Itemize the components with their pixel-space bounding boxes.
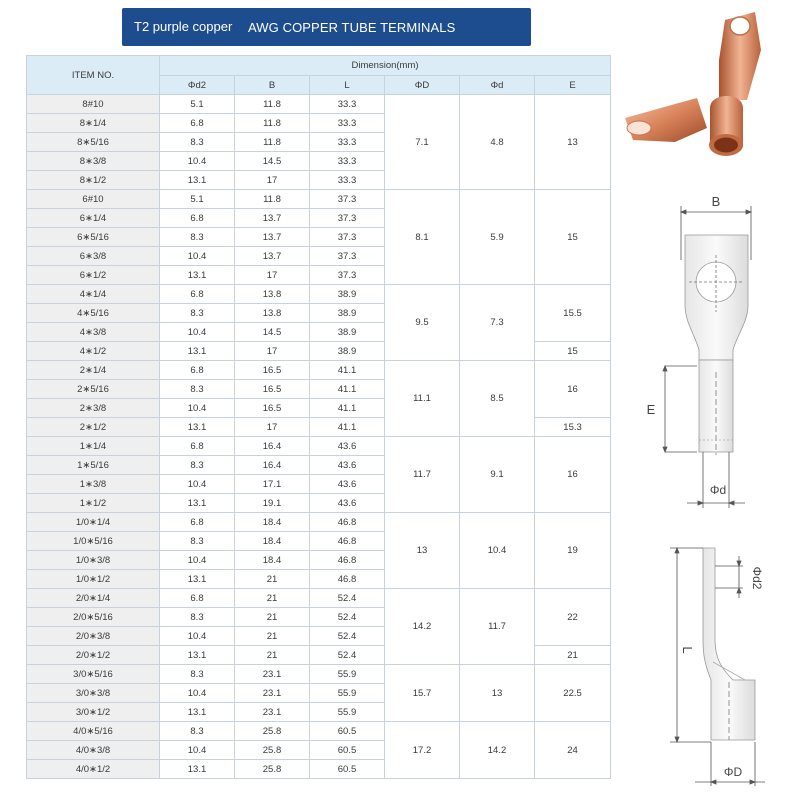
l-cell: 52.4 bbox=[310, 646, 385, 665]
col-header-inner-d: Φd bbox=[460, 76, 535, 95]
e-cell: 21 bbox=[535, 646, 611, 665]
l-cell: 46.8 bbox=[310, 532, 385, 551]
d2-cell: 8.3 bbox=[160, 722, 235, 741]
item-no-cell: 8∗3/8 bbox=[27, 152, 160, 171]
item-no-cell: 2/0∗3/8 bbox=[27, 627, 160, 646]
e-cell: 13 bbox=[535, 95, 611, 190]
d2-cell: 13.1 bbox=[160, 570, 235, 589]
b-cell: 13.7 bbox=[235, 228, 310, 247]
item-no-cell: 4/0∗1/2 bbox=[27, 760, 160, 779]
b-cell: 11.8 bbox=[235, 133, 310, 152]
item-no-cell: 2/0∗1/2 bbox=[27, 646, 160, 665]
item-no-cell: 1∗3/8 bbox=[27, 475, 160, 494]
col-header-l: L bbox=[310, 76, 385, 95]
b-cell: 16.4 bbox=[235, 456, 310, 475]
item-no-cell: 2∗1/2 bbox=[27, 418, 160, 437]
b-cell: 18.4 bbox=[235, 513, 310, 532]
l-cell: 52.4 bbox=[310, 608, 385, 627]
d2-cell: 8.3 bbox=[160, 228, 235, 247]
table-row bbox=[27, 513, 611, 532]
e-cell: 16 bbox=[535, 361, 611, 418]
outer-d-cell: 8.1 bbox=[385, 190, 460, 285]
title-banner bbox=[122, 8, 531, 46]
label-outer-d: ΦD bbox=[723, 765, 743, 779]
l-cell: 52.4 bbox=[310, 589, 385, 608]
l-cell: 41.1 bbox=[310, 418, 385, 437]
d2-cell: 13.1 bbox=[160, 418, 235, 437]
inner-d-cell: 8.5 bbox=[460, 361, 535, 437]
d2-cell: 10.4 bbox=[160, 551, 235, 570]
table-row bbox=[27, 285, 611, 304]
d2-cell: 10.4 bbox=[160, 475, 235, 494]
item-no-cell: 8∗1/2 bbox=[27, 171, 160, 190]
item-no-cell: 2/0∗1/4 bbox=[27, 589, 160, 608]
l-cell: 33.3 bbox=[310, 114, 385, 133]
d2-cell: 5.1 bbox=[160, 190, 235, 209]
e-cell: 15.3 bbox=[535, 418, 611, 437]
b-cell: 16.5 bbox=[235, 361, 310, 380]
item-no-cell: 4/0∗5/16 bbox=[27, 722, 160, 741]
b-cell: 21 bbox=[235, 627, 310, 646]
col-header-b: B bbox=[235, 76, 310, 95]
l-cell: 43.6 bbox=[310, 494, 385, 513]
d2-cell: 6.8 bbox=[160, 513, 235, 532]
item-no-cell: 3/0∗1/2 bbox=[27, 703, 160, 722]
table-row bbox=[27, 95, 611, 114]
col-header-outer-d: ΦD bbox=[385, 76, 460, 95]
inner-d-cell: 4.8 bbox=[460, 95, 535, 190]
l-cell: 46.8 bbox=[310, 551, 385, 570]
item-no-cell: 6∗3/8 bbox=[27, 247, 160, 266]
l-cell: 38.9 bbox=[310, 304, 385, 323]
l-cell: 33.3 bbox=[310, 152, 385, 171]
item-no-cell: 4/0∗3/8 bbox=[27, 741, 160, 760]
d2-cell: 10.4 bbox=[160, 684, 235, 703]
item-no-cell: 6∗5/16 bbox=[27, 228, 160, 247]
e-cell: 24 bbox=[535, 722, 611, 779]
b-cell: 25.8 bbox=[235, 722, 310, 741]
item-no-header: ITEM NO. bbox=[27, 56, 160, 95]
d2-cell: 8.3 bbox=[160, 133, 235, 152]
b-cell: 17 bbox=[235, 342, 310, 361]
table-row bbox=[27, 665, 611, 684]
l-cell: 43.6 bbox=[310, 437, 385, 456]
b-cell: 25.8 bbox=[235, 741, 310, 760]
b-cell: 11.8 bbox=[235, 114, 310, 133]
outer-d-cell: 11.7 bbox=[385, 437, 460, 513]
item-no-cell: 1∗1/4 bbox=[27, 437, 160, 456]
item-no-cell: 6∗1/4 bbox=[27, 209, 160, 228]
l-cell: 38.9 bbox=[310, 323, 385, 342]
l-cell: 37.3 bbox=[310, 247, 385, 266]
l-cell: 46.8 bbox=[310, 513, 385, 532]
l-cell: 37.3 bbox=[310, 209, 385, 228]
table-row bbox=[27, 361, 611, 380]
l-cell: 46.8 bbox=[310, 570, 385, 589]
d2-cell: 13.1 bbox=[160, 171, 235, 190]
d2-cell: 8.3 bbox=[160, 456, 235, 475]
outer-d-cell: 7.1 bbox=[385, 95, 460, 190]
d2-cell: 8.3 bbox=[160, 304, 235, 323]
table-body bbox=[27, 95, 611, 779]
item-no-cell: 1/0∗5/16 bbox=[27, 532, 160, 551]
d2-cell: 13.1 bbox=[160, 494, 235, 513]
d2-cell: 6.8 bbox=[160, 114, 235, 133]
inner-d-cell: 5.9 bbox=[460, 190, 535, 285]
b-cell: 16.4 bbox=[235, 437, 310, 456]
e-cell: 19 bbox=[535, 513, 611, 589]
l-cell: 43.6 bbox=[310, 475, 385, 494]
item-no-cell: 1/0∗1/2 bbox=[27, 570, 160, 589]
dimension-table bbox=[26, 55, 611, 779]
outer-d-cell: 13 bbox=[385, 513, 460, 589]
l-cell: 37.3 bbox=[310, 190, 385, 209]
l-cell: 43.6 bbox=[310, 456, 385, 475]
table-row bbox=[27, 437, 611, 456]
item-no-cell: 4∗1/4 bbox=[27, 285, 160, 304]
l-cell: 55.9 bbox=[310, 665, 385, 684]
item-no-cell: 2∗5/16 bbox=[27, 380, 160, 399]
b-cell: 13.7 bbox=[235, 209, 310, 228]
outer-d-cell: 17.2 bbox=[385, 722, 460, 779]
e-cell: 15.5 bbox=[535, 285, 611, 342]
e-cell: 15 bbox=[535, 342, 611, 361]
b-cell: 13.8 bbox=[235, 285, 310, 304]
e-cell: 22.5 bbox=[535, 665, 611, 722]
d2-cell: 6.8 bbox=[160, 361, 235, 380]
item-no-cell: 8∗5/16 bbox=[27, 133, 160, 152]
b-cell: 21 bbox=[235, 646, 310, 665]
d2-cell: 8.3 bbox=[160, 380, 235, 399]
d2-cell: 8.3 bbox=[160, 532, 235, 551]
d2-cell: 10.4 bbox=[160, 152, 235, 171]
dimension-header: Dimension(mm) bbox=[160, 56, 611, 76]
e-cell: 22 bbox=[535, 589, 611, 646]
b-cell: 11.8 bbox=[235, 190, 310, 209]
item-no-cell: 2/0∗5/16 bbox=[27, 608, 160, 627]
b-cell: 13.8 bbox=[235, 304, 310, 323]
item-no-cell: 4∗5/16 bbox=[27, 304, 160, 323]
b-cell: 23.1 bbox=[235, 665, 310, 684]
inner-d-cell: 10.4 bbox=[460, 513, 535, 589]
l-cell: 38.9 bbox=[310, 285, 385, 304]
col-header-e: E bbox=[535, 76, 611, 95]
item-no-cell: 3/0∗3/8 bbox=[27, 684, 160, 703]
d2-cell: 13.1 bbox=[160, 342, 235, 361]
table-row bbox=[27, 722, 611, 741]
e-cell: 15 bbox=[535, 190, 611, 285]
d2-cell: 6.8 bbox=[160, 285, 235, 304]
l-cell: 55.9 bbox=[310, 703, 385, 722]
d2-cell: 8.3 bbox=[160, 665, 235, 684]
outer-d-cell: 11.1 bbox=[385, 361, 460, 437]
l-cell: 52.4 bbox=[310, 627, 385, 646]
l-cell: 37.3 bbox=[310, 266, 385, 285]
d2-cell: 13.1 bbox=[160, 760, 235, 779]
b-cell: 21 bbox=[235, 589, 310, 608]
b-cell: 16.5 bbox=[235, 399, 310, 418]
d2-cell: 10.4 bbox=[160, 247, 235, 266]
d2-cell: 5.1 bbox=[160, 95, 235, 114]
item-no-cell: 8#10 bbox=[27, 95, 160, 114]
l-cell: 33.3 bbox=[310, 171, 385, 190]
item-no-cell: 2∗3/8 bbox=[27, 399, 160, 418]
b-cell: 16.5 bbox=[235, 380, 310, 399]
d2-cell: 6.8 bbox=[160, 209, 235, 228]
item-no-cell: 2∗1/4 bbox=[27, 361, 160, 380]
item-no-cell: 6∗1/2 bbox=[27, 266, 160, 285]
b-cell: 17.1 bbox=[235, 475, 310, 494]
d2-cell: 10.4 bbox=[160, 627, 235, 646]
copper-lug-photo bbox=[625, 12, 761, 156]
b-cell: 11.8 bbox=[235, 95, 310, 114]
front-view-drawing bbox=[663, 206, 751, 508]
item-no-cell: 6#10 bbox=[27, 190, 160, 209]
d2-cell: 6.8 bbox=[160, 589, 235, 608]
d2-cell: 10.4 bbox=[160, 323, 235, 342]
d2-cell: 10.4 bbox=[160, 399, 235, 418]
l-cell: 33.3 bbox=[310, 133, 385, 152]
item-no-cell: 4∗3/8 bbox=[27, 323, 160, 342]
col-header-d2: Φd2 bbox=[160, 76, 235, 95]
label-d: Φd bbox=[709, 483, 727, 497]
table-row bbox=[27, 190, 611, 209]
b-cell: 23.1 bbox=[235, 684, 310, 703]
l-cell: 41.1 bbox=[310, 399, 385, 418]
label-l: L bbox=[680, 646, 695, 654]
l-cell: 60.5 bbox=[310, 722, 385, 741]
l-cell: 41.1 bbox=[310, 361, 385, 380]
inner-d-cell: 11.7 bbox=[460, 589, 535, 665]
inner-d-cell: 7.3 bbox=[460, 285, 535, 361]
banner-material-label: T2 purple copper bbox=[134, 19, 233, 34]
l-cell: 37.3 bbox=[310, 228, 385, 247]
b-cell: 25.8 bbox=[235, 760, 310, 779]
d2-cell: 8.3 bbox=[160, 608, 235, 627]
table-row bbox=[27, 589, 611, 608]
b-cell: 18.4 bbox=[235, 551, 310, 570]
l-cell: 60.5 bbox=[310, 741, 385, 760]
outer-d-cell: 9.5 bbox=[385, 285, 460, 361]
b-cell: 17 bbox=[235, 171, 310, 190]
b-cell: 19.1 bbox=[235, 494, 310, 513]
l-cell: 55.9 bbox=[310, 684, 385, 703]
terminal-diagram bbox=[615, 0, 800, 800]
d2-cell: 6.8 bbox=[160, 437, 235, 456]
l-cell: 38.9 bbox=[310, 342, 385, 361]
b-cell: 14.5 bbox=[235, 152, 310, 171]
item-no-cell: 1/0∗1/4 bbox=[27, 513, 160, 532]
inner-d-cell: 13 bbox=[460, 665, 535, 722]
item-no-cell: 4∗1/2 bbox=[27, 342, 160, 361]
l-cell: 41.1 bbox=[310, 380, 385, 399]
item-no-cell: 1∗5/16 bbox=[27, 456, 160, 475]
label-e: E bbox=[646, 402, 656, 417]
b-cell: 14.5 bbox=[235, 323, 310, 342]
b-cell: 13.7 bbox=[235, 247, 310, 266]
inner-d-cell: 9.1 bbox=[460, 437, 535, 513]
item-no-cell: 1/0∗3/8 bbox=[27, 551, 160, 570]
item-no-cell: 8∗1/4 bbox=[27, 114, 160, 133]
item-no-cell: 1∗1/2 bbox=[27, 494, 160, 513]
label-d2: Φd2 bbox=[750, 566, 764, 590]
b-cell: 17 bbox=[235, 418, 310, 437]
outer-d-cell: 15.7 bbox=[385, 665, 460, 722]
d2-cell: 13.1 bbox=[160, 646, 235, 665]
outer-d-cell: 14.2 bbox=[385, 589, 460, 665]
banner-product-title: AWG COPPER TUBE TERMINALS bbox=[248, 20, 456, 35]
b-cell: 17 bbox=[235, 266, 310, 285]
b-cell: 23.1 bbox=[235, 703, 310, 722]
d2-cell: 10.4 bbox=[160, 741, 235, 760]
e-cell: 16 bbox=[535, 437, 611, 513]
b-cell: 21 bbox=[235, 608, 310, 627]
b-cell: 21 bbox=[235, 570, 310, 589]
d2-cell: 13.1 bbox=[160, 266, 235, 285]
l-cell: 60.5 bbox=[310, 760, 385, 779]
d2-cell: 13.1 bbox=[160, 703, 235, 722]
label-b: B bbox=[711, 194, 721, 209]
b-cell: 18.4 bbox=[235, 532, 310, 551]
l-cell: 33.3 bbox=[310, 95, 385, 114]
inner-d-cell: 14.2 bbox=[460, 722, 535, 779]
item-no-cell: 3/0∗5/16 bbox=[27, 665, 160, 684]
